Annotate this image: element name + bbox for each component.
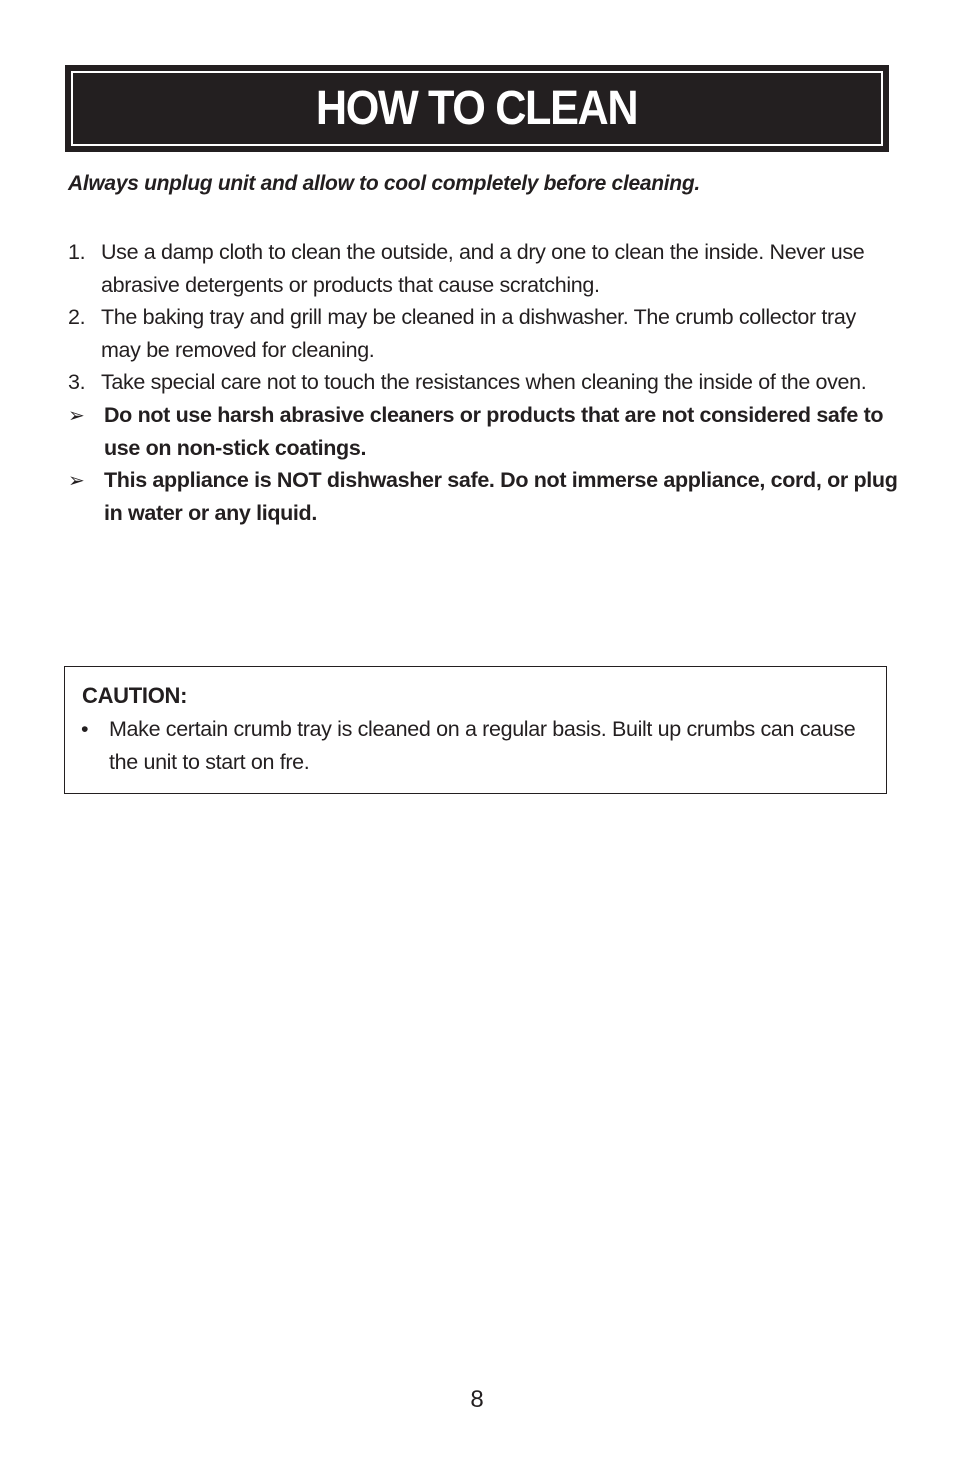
arrow-bullet-icon: ➢ [68,468,85,493]
step-item [68,366,898,399]
warning-item [68,464,898,529]
caution-title: CAUTION: [82,683,188,708]
cleaning-steps [68,236,898,529]
step-number: 2. [68,305,86,330]
step-text: Use a damp cloth to clean the outside, and a dry one to clean the inside. Never use abrasive detergents or products that cause scratching. [101,240,865,297]
caution-item [81,713,871,778]
step-text: The baking tray and grill may be cleaned in a dishwasher. The crumb collector tray may be removed for cleaning. [101,305,856,362]
step-number: 3. [68,370,86,395]
title-banner [65,65,889,152]
caution-text: Make certain crumb tray is cleaned on a regular basis. Built up crumbs can cause the unit to start on fre. [109,717,856,774]
warning-text: This appliance is NOT dishwasher safe. Do not immerse appliance, cord, or plug in water or any liquid. [104,468,898,525]
step-item [68,301,898,366]
arrow-bullet-icon: ➢ [68,402,85,427]
step-text: Take special care not to touch the resistances when cleaning the inside of the oven. [101,370,867,395]
step-number: 1. [68,240,86,264]
page-number: 8 [470,1386,484,1413]
caution-box [64,666,887,794]
warning-text: Do not use harsh abrasive cleaners or products that are not considered safe to use on non-stick coatings. [104,402,884,460]
step-item [68,236,898,301]
warning-item [68,399,898,464]
intro-note: Always unplug unit and allow to cool completely before cleaning. [68,172,700,195]
title-frame [71,71,883,146]
page-title: HOW TO CLEAN [316,81,638,135]
bullet-icon: • [81,717,89,741]
